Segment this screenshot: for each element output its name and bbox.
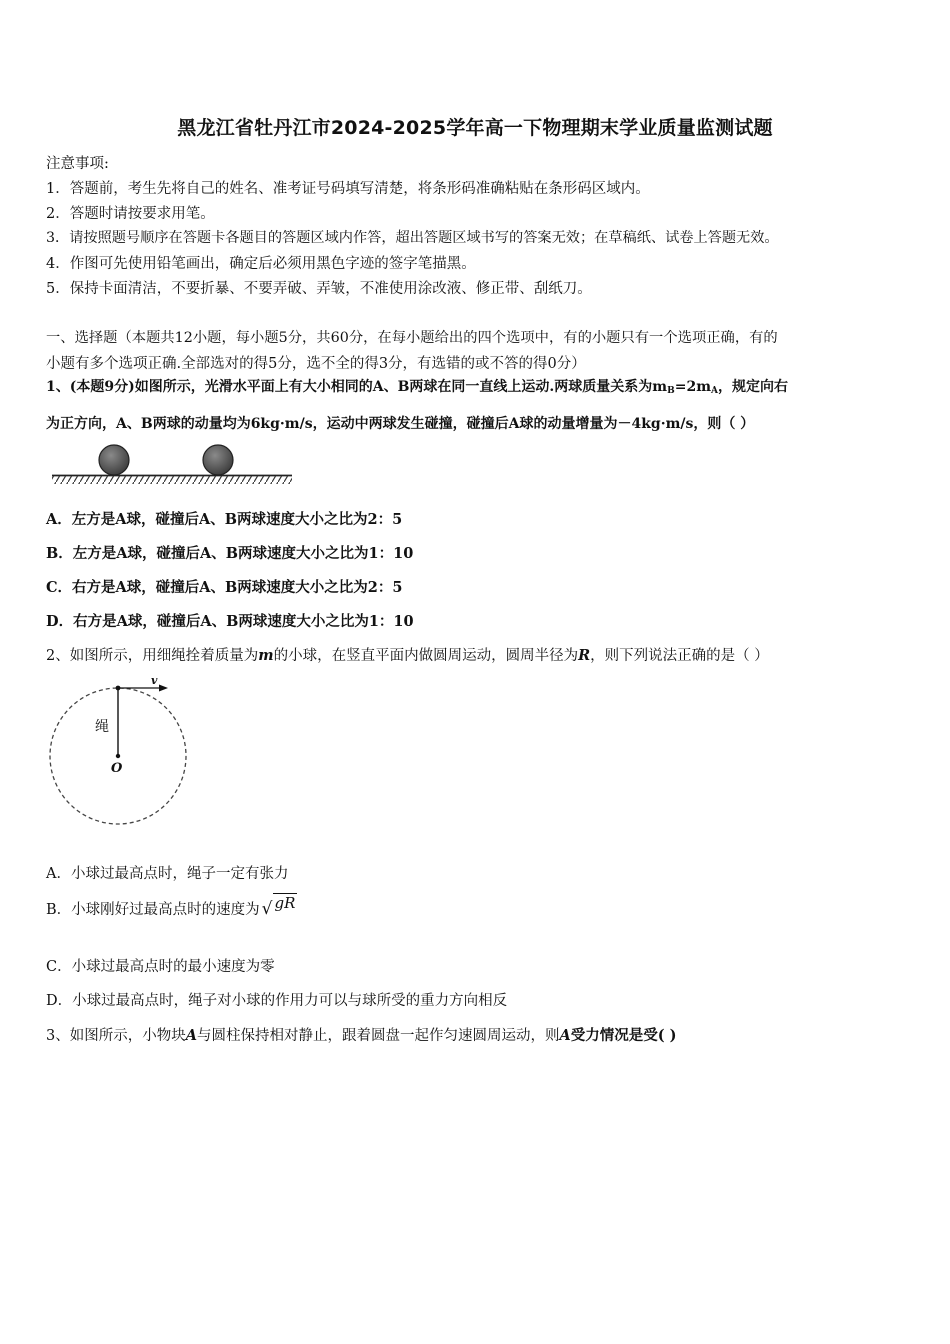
q2-radius-symbol: R xyxy=(578,647,591,664)
q2-stem xyxy=(46,644,769,665)
q1-stem-post: ，规定向右 xyxy=(718,379,789,395)
q2-option-c[interactable]: C．小球过最高点时的最小速度为零 xyxy=(46,959,275,975)
velocity-arrowhead xyxy=(159,685,168,692)
q3-stem-part: 受力情况是受( ) xyxy=(570,1027,677,1044)
q3-object-symbol: A xyxy=(185,1027,197,1044)
ball-right xyxy=(203,445,233,475)
q2-stem-part: 2、如图所示，用细绳拴着质量为 xyxy=(46,648,259,664)
sqrt-radicand: gR xyxy=(274,894,296,912)
q1-option-a[interactable]: A．左方是A球，碰撞后A、B两球速度大小之比为2：5 xyxy=(46,511,403,528)
q1-stem-line1 xyxy=(46,376,788,396)
q1-option-b[interactable]: B．左方是A球，碰撞后A、B两球速度大小之比为1：10 xyxy=(46,545,414,562)
center-point xyxy=(116,754,120,758)
ball-left xyxy=(99,445,129,475)
q1-stem-mid: =2m xyxy=(674,379,712,395)
sqrt-symbol: √ xyxy=(261,899,273,919)
q1-figure-balls-on-surface xyxy=(50,442,295,487)
notice-heading: 注意事项: xyxy=(46,156,109,172)
q2-mass-symbol: m xyxy=(258,647,274,664)
q2-option-b-text: B．小球刚好过最高点时的速度为 xyxy=(46,902,260,918)
rope-label: 绳 xyxy=(95,719,109,735)
q2-figure-drawing xyxy=(48,674,188,830)
q2-figure-vertical-circle xyxy=(48,674,188,830)
q2-option-b[interactable] xyxy=(46,894,297,919)
center-label: O xyxy=(111,761,123,776)
q3-object-symbol: A xyxy=(559,1027,571,1044)
section-heading-line1: 一、选择题（本题共12小题，每小题5分，共60分，在每小题给出的四个选项中，有的小题只有一个选项正确，有的 xyxy=(46,330,778,346)
q1-stem-pre: 1、(本题9分)如图所示，光滑水平面上有大小相同的A、B两球在同一直线上运动.两球质量关系为m xyxy=(46,379,668,395)
notice-item: 4．作图可先使用铅笔画出，确定后必须用黑色字迹的签字笔描黑。 xyxy=(46,256,476,272)
notice-item: 1．答题前，考生先将自己的姓名、准考证号码填写清楚，将条形码准确粘贴在条形码区域内。 xyxy=(46,181,650,197)
velocity-label: v xyxy=(151,674,158,687)
q1-option-c[interactable]: C．右方是A球，碰撞后A、B两球速度大小之比为2：5 xyxy=(46,579,403,596)
q2-option-a[interactable]: A．小球过最高点时，绳子一定有张力 xyxy=(46,866,289,882)
q2-option-d[interactable]: D．小球过最高点时，绳子对小球的作用力可以与球所受的重力方向相反 xyxy=(46,993,508,1009)
q1-sub-b: B xyxy=(667,386,675,396)
surface-hatching xyxy=(52,476,292,484)
page-title: 黑龙江省牡丹江市2024-2025学年高一下物理期末学业质量监测试题 xyxy=(177,117,773,139)
q1-stem-line2: 为正方向，A、B两球的动量均为6kg·m/s，运动中两球发生碰撞，碰撞后A球的动量增量为－4kg·m/s，则（ ） xyxy=(46,416,755,432)
q2-stem-part: 的小球，在竖直平面内做圆周运动，圆周半径为 xyxy=(273,648,579,664)
notice-item: 3．请按照题号顺序在答题卡各题目的答题区域内作答，超出答题区域书写的答案无效；在草稿纸、试卷上答题无效。 xyxy=(46,230,779,246)
q3-stem-part: 与圆柱保持相对静止，跟着圆盘一起作匀速圆周运动，则 xyxy=(197,1028,560,1044)
section-heading-line2: 小题有多个选项正确.全部选对的得5分，选不全的得3分，有选错的或不答的得0分） xyxy=(46,356,586,372)
q3-stem-part: 3、如图所示，小物块 xyxy=(46,1028,186,1044)
q1-option-d[interactable]: D．右方是A球，碰撞后A、B两球速度大小之比为1：10 xyxy=(46,613,414,630)
notice-item: 2．答题时请按要求用笔。 xyxy=(46,206,215,222)
q3-stem xyxy=(46,1024,677,1045)
notice-item: 5．保持卡面清洁，不要折暴、不要弄破、弄皱，不准使用涂改液、修正带、刮纸刀。 xyxy=(46,281,592,297)
q2-stem-part: ，则下列说法正确的是（ ） xyxy=(590,648,769,664)
q1-sub-a: A xyxy=(711,386,719,396)
